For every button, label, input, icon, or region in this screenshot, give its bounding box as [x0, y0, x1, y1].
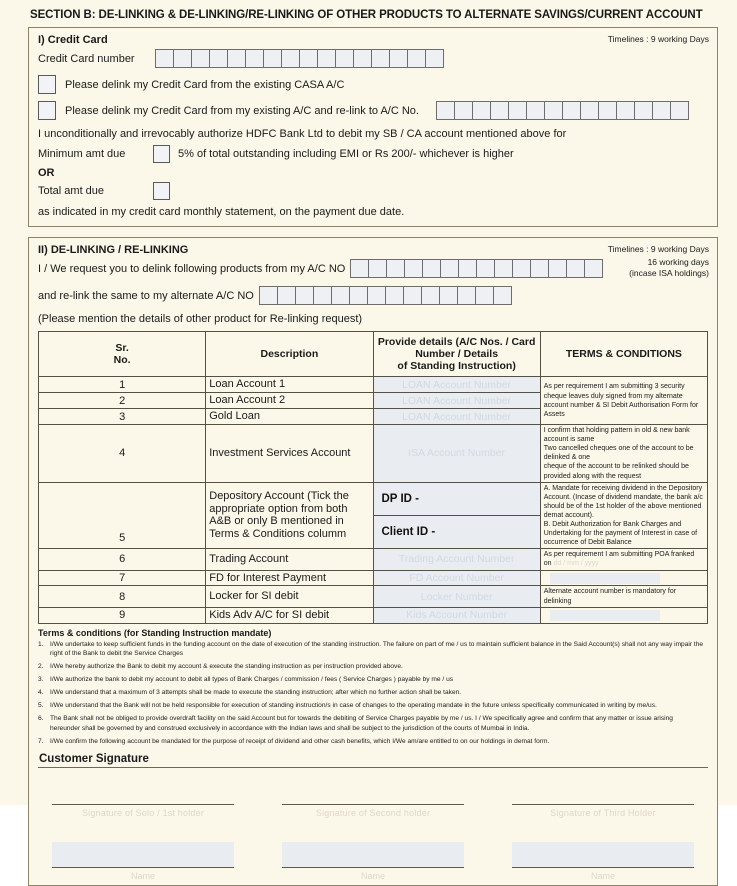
terms-loans: As per requirement I am submitting 3 security cheque leaves duly signed from my alternate account number & SI Debit Authorisation Form for Assets [540, 377, 707, 425]
locker-number-input[interactable]: Locker Number [373, 586, 540, 607]
poa-date-placeholder: dd / mm / yyyy [553, 560, 599, 568]
terms-heading: Terms & conditions (for Standing Instruction mandate) [38, 627, 272, 638]
terms-item [38, 737, 704, 747]
header-provide-details: Provide details (A/C Nos. / Card Number / Details of Standing Instruction) [373, 332, 540, 377]
terms-isa: I confirm that holding pattern in old & new bank account is same Two cancelled cheques one of the account to be delinked & one cheque of the account to be relinked should be provided along with the request [540, 425, 707, 483]
terms-item-text: I/We understand that the Bank will not be held responsible for execution of standing instruction/s in case of changes to the operating mandate in the future unless specifically communicated in writing by me/us. [50, 702, 657, 710]
table-row [39, 425, 708, 483]
part2-heading: II) DE-LINKING / RE-LINKING [38, 244, 189, 256]
relink-note: (Please mention the details of other product for Re-linking request) [38, 313, 363, 325]
table-header-row [39, 332, 708, 377]
relink-same-label: and re-link the same to my alternate A/C NO [38, 289, 254, 302]
minimum-amt-due-checkbox[interactable] [153, 145, 170, 163]
table-row [39, 377, 708, 393]
minimum-amt-due-desc: 5% of total outstanding including EMI or Rs 200/- whichever is higher [178, 148, 514, 160]
signature-block-3 [512, 804, 694, 881]
terms-item [38, 701, 704, 711]
terms-item-text: I/We undertake to keep sufficient funds in the funding account on the date of execution of the standing instruction. The failure on part of me / us to maintain sufficient balance in the Said Account(s) shall not any way impair the right of the Bank to debit the Service Charges [50, 640, 704, 658]
alternate-account-input[interactable] [260, 286, 512, 305]
row-description: Trading Account [206, 549, 373, 570]
terms-item [38, 688, 704, 698]
table-row [39, 607, 708, 623]
customer-signature-heading: Customer Signature [38, 750, 708, 768]
part1-timeline: Timelines : 9 working Days [607, 34, 709, 44]
row-sr: 8 [39, 586, 206, 607]
signature-caption-3: Signature of Third Holder [550, 808, 656, 819]
part2-timeline-1: Timelines : 9 working Days [607, 244, 709, 254]
signature-row [38, 804, 708, 881]
row-description: Depository Account (Tick the appropriate option from both A&B or only B mentioned in Terms & Conditions columm [206, 482, 373, 549]
relink-account-input[interactable] [437, 101, 689, 120]
terms-item [38, 675, 704, 685]
name-caption-3: Name [590, 871, 615, 882]
row-sr: 5 [39, 482, 206, 549]
delink-casa-label: Please delink my Credit Card from the existing CASA A/C [65, 78, 345, 91]
part2-timeline-3: (incase ISA holdings) [629, 268, 709, 278]
terms-item-text: I/We authorize the bank to debit my account to debit all types of Bank Charges / commission / fees ( Service Charges ) payable by me / us [50, 676, 454, 684]
part1-heading: I) Credit Card [38, 34, 108, 46]
row-description: FD for Interest Payment [206, 570, 373, 586]
closing-text: as indicated in my credit card monthly statement, on the payment due date. [38, 206, 405, 218]
signature-block-2 [282, 804, 464, 881]
terms-item-number: 4. [38, 689, 44, 697]
signature-block-1 [52, 804, 234, 881]
row-description: Kids Adv A/C for SI debit [206, 607, 373, 623]
delinking-relinking-panel [28, 237, 718, 886]
row-sr: 2 [39, 393, 206, 409]
table-row-depository [39, 482, 708, 515]
terms-item [38, 640, 704, 659]
table-row [39, 570, 708, 586]
page-title: SECTION B: DE-LINKING & DE-LINKING/RE-LINKING OF OTHER PRODUCTS TO ALTERNATE SAVINGS/CURRENT ACCOUNT [30, 9, 703, 21]
kids-terms-blank [550, 610, 660, 621]
row-sr: 3 [39, 409, 206, 425]
credit-card-number-input[interactable] [156, 49, 444, 68]
terms-locker: Alternate account number is mandatory for delinking [540, 586, 707, 607]
terms-fd [540, 570, 707, 586]
delink-account-input[interactable] [351, 259, 603, 278]
name-input-3[interactable] [512, 842, 694, 868]
total-amt-due-checkbox[interactable] [153, 182, 170, 200]
credit-card-number-label: Credit Card number [38, 52, 135, 65]
terms-item-number: 2. [38, 663, 44, 671]
dp-id-input[interactable]: DP ID - [373, 482, 540, 515]
row-description: Loan Account 2 [206, 393, 373, 409]
table-row [39, 549, 708, 570]
terms-item-number: 3. [38, 676, 44, 684]
row-description: Loan Account 1 [206, 377, 373, 393]
table-row [39, 586, 708, 607]
products-table [38, 331, 708, 624]
delink-relink-checkbox[interactable] [38, 101, 56, 120]
terms-item-number: 6. [38, 715, 44, 723]
terms-depository: A. Mandate for receiving dividend in the Depository Account. (Incase of dividend mandate, the bank a/c should be of the 1st holder of the above mentioned demat account). B. Debit Authorization for Bank Charges and Undertaking for the payment of Interest in case of occurrence of Debit Balance [540, 482, 707, 549]
row-sr: 6 [39, 549, 206, 570]
signature-caption-2: Signature of Second holder [315, 808, 431, 819]
fd-account-input[interactable]: FD Account Number [373, 570, 540, 586]
terms-item-text: The Bank shall not be obliged to provide overdraft facility on the said Account but for towards the debiting of Service Charges payable by me / us. I / We specifically agree and confirm that any matter or issue arising hereunder shall be governed by and construed exclusively in accordance with the Indian laws and shall be subject to the jurisdiction of the courts of Mumbai in India. [50, 715, 673, 732]
kids-account-input[interactable]: Kids Account Number [373, 607, 540, 623]
terms-item-text: I/We confirm the following account be mandated for the purpose of receipt of dividend and other cash benefits, which I/We am/are entitled to on our holdings in demat form. [50, 738, 550, 745]
loan-account-1-input[interactable]: LOAN Account Number [373, 377, 540, 393]
terms-item [38, 662, 704, 672]
row-description: Gold Loan [206, 409, 373, 425]
name-input-2[interactable] [282, 842, 464, 868]
header-sr-no: Sr. No. [39, 332, 206, 377]
fd-terms-blank [550, 573, 660, 584]
loan-account-2-input[interactable]: LOAN Account Number [373, 393, 540, 409]
terms-item [38, 714, 704, 733]
name-caption-2: Name [360, 871, 385, 882]
row-description: Locker for SI debit [206, 586, 373, 607]
terms-item-text: I/We understand that a maximum of 3 attempts shall be made to execute the standing instruction; after which no further action shall be taken. [50, 689, 462, 697]
delink-casa-checkbox[interactable] [38, 75, 56, 94]
header-description: Description [206, 332, 373, 377]
isa-account-input[interactable]: ISA Account Number [373, 425, 540, 483]
name-caption-1: Name [130, 871, 155, 882]
minimum-amt-due-label: Minimum amt due [38, 148, 126, 160]
row-sr: 7 [39, 570, 206, 586]
terms-item-text: I/We hereby authorize the Bank to debit my account & execute the standing instruction as per instruction provided above. [50, 663, 403, 671]
row-sr: 9 [39, 607, 206, 623]
header-terms-conditions: TERMS & CONDITIONS [540, 332, 707, 377]
name-input-1[interactable] [52, 842, 234, 868]
authorize-text: I unconditionally and irrevocably authorize HDFC Bank Ltd to debit my SB / CA account mentioned above for [38, 128, 567, 140]
or-label: OR [38, 167, 55, 179]
delink-relink-label: Please delink my Credit Card from my existing A/C and re-link to A/C No. [65, 104, 419, 117]
row-sr: 1 [39, 377, 206, 393]
part2-timeline-2: 16 working days [647, 257, 709, 267]
trading-account-input[interactable]: Trading Account Number [373, 549, 540, 570]
terms-item-number: 5. [38, 702, 44, 710]
terms-kids [540, 607, 707, 623]
signature-caption-1: Signature of Solo / 1st holder [81, 808, 205, 819]
terms-list [38, 640, 708, 747]
gold-loan-input[interactable]: LOAN Account Number [373, 409, 540, 425]
credit-card-panel [28, 27, 718, 227]
client-id-input[interactable]: Client ID - [373, 515, 540, 548]
terms-item-number: 7. [38, 738, 44, 745]
terms-trading: As per requirement I am submitting POA franked on dd / mm / yyyy [540, 549, 707, 570]
row-sr: 4 [39, 425, 206, 483]
terms-item-number: 1. [38, 640, 44, 648]
delink-request-label: I / We request you to delink following products from my A/C NO [38, 262, 346, 275]
total-amt-due-label: Total amt due [38, 185, 105, 197]
row-description: Investment Services Account [206, 425, 373, 483]
